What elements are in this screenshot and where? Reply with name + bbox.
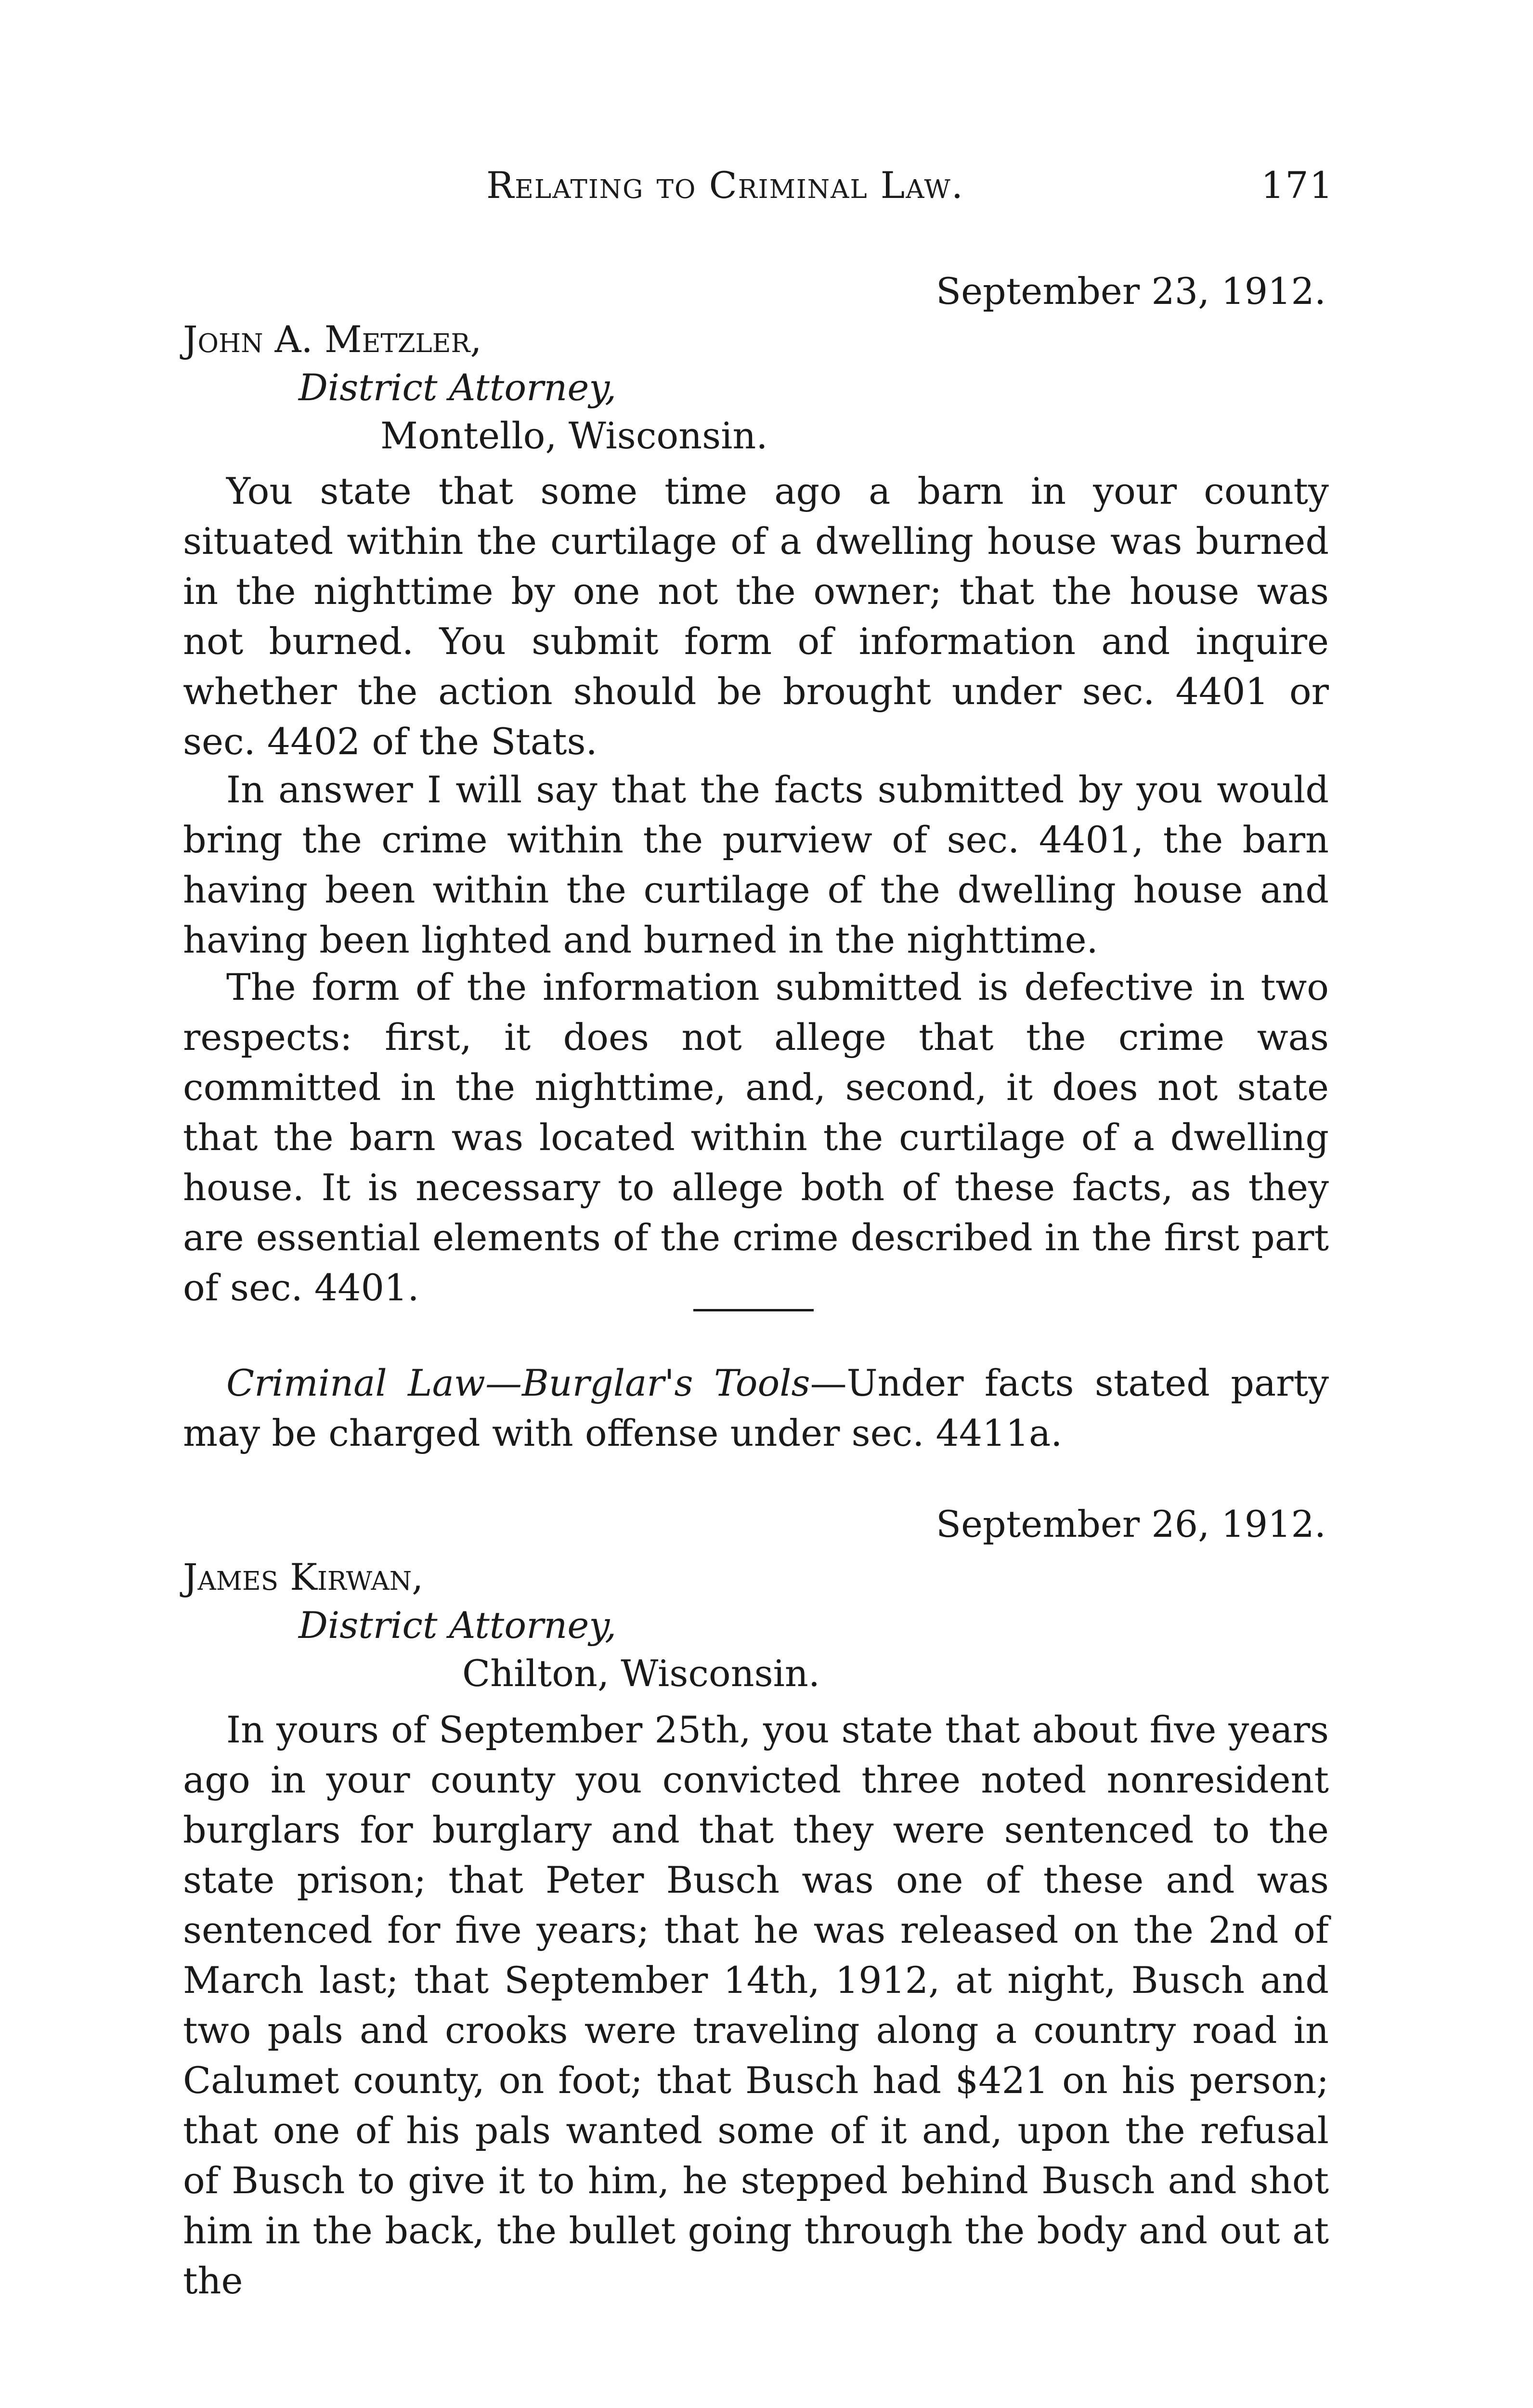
letter1-paragraph-2: In answer I will say that the facts submitted by you would bring the crime within the purview of sec. 4401, the barn having been within the curtilage of the dwelling house and having been lighted and burned in the nighttime. [183, 768, 1329, 961]
letter2-date: September 26, 1912. [936, 1503, 1326, 1545]
headnote-text: —Under facts stated party may be charged with offense under sec. 4411a. [183, 1361, 1329, 1454]
letter2-paragraph-1: In yours of September 25th, you state that about five years ago in your county you convicted three noted nonresident burglars for burglary and that they were sentenced to the state prison; that Peter Busch was one of these and was sentenced for five years; that he was released on the 2nd of March last; that September 14th, 1912, at night, Busch and two pals and crooks were traveling along a country road in Calumet county, on foot; that Busch had $421 on his person; that one of his pals wanted some of it and, upon the refusal of Busch to give it to him, he stepped behind Busch and shot him in the back, the bullet going through the body and out at the [183, 1708, 1329, 2302]
letter1-addressee-place: Montello, Wisconsin. [380, 414, 768, 457]
letter2-addressee-title: District Attorney, [299, 1604, 617, 1647]
running-title: Relating to Criminal Law. [486, 164, 964, 207]
letter1-paragraph-3: The form of the information submitted is defective in two respects: first, it does not allege that the crime was committed in the nighttime, and, second, it does not state that the barn was located within the curtilage of a dwelling house. It is necessary to allege both of these facts, as they are essential elements of the crime described in the first part of sec. 4401. [183, 966, 1329, 1309]
running-head [226, 164, 1334, 217]
letter2-addressee-name: James Kirwan, [183, 1556, 424, 1598]
letter1-addressee-title: District Attorney, [299, 366, 617, 409]
letter1-paragraph-1: You state that some time ago a barn in your county situated within the curtilage of a dwelling house was burned in the nighttime by one not the owner; that the house was not burned. You submit form of information and inquire whether the action should be brought under sec. 4401 or sec. 4402 of the Stats. [183, 470, 1329, 763]
letter1-addressee-name: John A. Metzler, [183, 318, 482, 361]
page-number: 171 [1260, 164, 1334, 207]
section-divider [693, 1309, 814, 1311]
headnote [183, 1358, 1329, 1458]
letter2-addressee-place: Chilton, Wisconsin. [462, 1652, 820, 1695]
headnote-subject: Criminal Law—Burglar's Tools [226, 1361, 810, 1404]
letter1-date: September 23, 1912. [936, 270, 1326, 313]
